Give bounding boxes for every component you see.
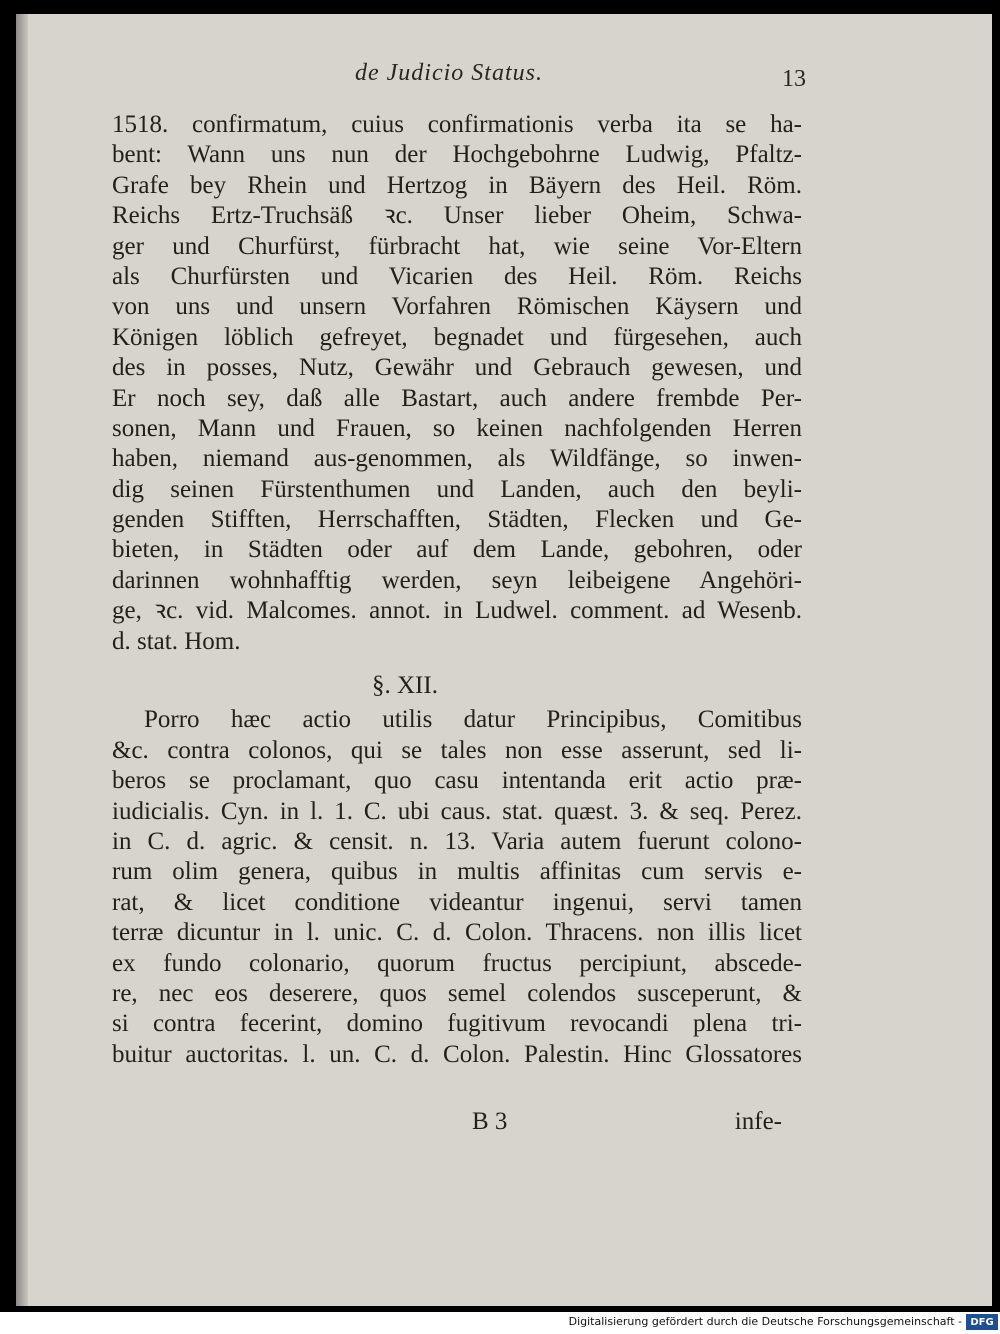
page-edge-shadow (16, 14, 28, 1306)
text-line: ger und Churfürst, fürbracht hat, wie seine Vor-Eltern (112, 232, 802, 260)
text-line: bent: Wann uns nun der Hochgebohrne Ludwig, Pfaltz- (112, 141, 802, 169)
running-head: de Judicio Status. (355, 60, 543, 86)
page-footer (112, 1108, 782, 1142)
text-line: 1518. confirmatum, cuius confirmationis verba ita se ha- (112, 111, 802, 138)
text-line: bieten, in Städten oder auf dem Lande, gebohren, oder (112, 536, 802, 564)
paragraph-line: in C. d. agric. & censit. n. 13. Varia autem fuerunt colono- (112, 827, 802, 855)
page-header (0, 60, 1000, 100)
paragraph-line: rat, & licet conditione videantur ingenui, servi tamen (112, 888, 802, 916)
page-text (112, 110, 802, 1070)
funding-credit: Digitalisierung gefördert durch die Deutsche Forschungsgemeinschaft - (568, 1315, 962, 1328)
paragraph-line: Porro hæc actio utilis datur Principibus, Comitibus (144, 706, 802, 734)
text-line: des in posses, Nutz, Gewähr und Gebrauch gewesen, und (112, 354, 802, 382)
catchword: infe- (734, 1108, 782, 1135)
text-line: d. stat. Hom. (112, 627, 241, 655)
paragraph-line: re, nec eos deserere, quos semel colendos susceperunt, & (112, 979, 802, 1007)
paragraph-line: iudicialis. Cyn. in l. 1. C. ubi caus. stat. quæst. 3. & seq. Perez. (112, 797, 802, 825)
text-line: Grafe bey Rhein und Hertzog in Bäyern des Heil. Röm. (112, 171, 802, 199)
page-number: 13 (782, 66, 806, 92)
paragraph-line: rum olim genera, quibus in multis affinitas cum servis e- (112, 858, 802, 886)
text-line: von uns und unsern Vorfahren Römischen Käysern und (112, 293, 802, 321)
text-line: dig seinen Fürstenthumen und Landen, auch den beyli- (112, 475, 802, 503)
paragraph-line: terræ dicuntur in l. unic. C. d. Colon. Thracens. non illis licet (112, 919, 802, 947)
text-line: ge, ꝛc. vid. Malcomes. annot. in Ludwel. comment. ad Wesenb. (112, 597, 802, 625)
text-line: Reichs Ertz-Truchsäß ꝛc. Unser lieber Oheim, Schwa- (112, 202, 802, 230)
signature-mark: B 3 (472, 1108, 508, 1135)
text-line: Er noch sey, daß alle Bastart, auch andere frembde Per- (112, 384, 802, 412)
text-line: haben, niemand aus-genommen, als Wildfänge, so inwen- (112, 445, 802, 473)
text-line: darinnen wohnhafftig werden, seyn leibeigene Angehöri- (112, 566, 802, 594)
text-line: genden Stifften, Herrschafften, Städten, Flecken und Ge- (112, 506, 802, 534)
text-line: sonen, Mann und Frauen, so keinen nachfolgenden Herren (112, 414, 802, 442)
paragraph-line: beros se proclamant, quo casu intentanda erit actio præ- (112, 767, 802, 795)
paragraph-line: si contra fecerint, domino fugitivum revocandi plena tri- (112, 1010, 802, 1038)
text-line: als Churfürsten und Vicarien des Heil. Röm. Reichs (112, 262, 802, 290)
dfg-logo: DFG (966, 1314, 998, 1330)
credit-bar (0, 1312, 1000, 1334)
text-line: Königen löblich gefreyet, begnadet und fürgesehen, auch (112, 323, 802, 351)
paragraph-line: buitur auctoritas. l. un. C. d. Colon. Palestin. Hinc Glossatores (112, 1040, 802, 1068)
paragraph-line: &c. contra colonos, qui se tales non esse asserunt, sed li- (112, 736, 802, 764)
section-heading: §. XII. (372, 672, 438, 700)
paragraph-line: ex fundo colonario, quorum fructus percipiunt, abscede- (112, 949, 802, 977)
